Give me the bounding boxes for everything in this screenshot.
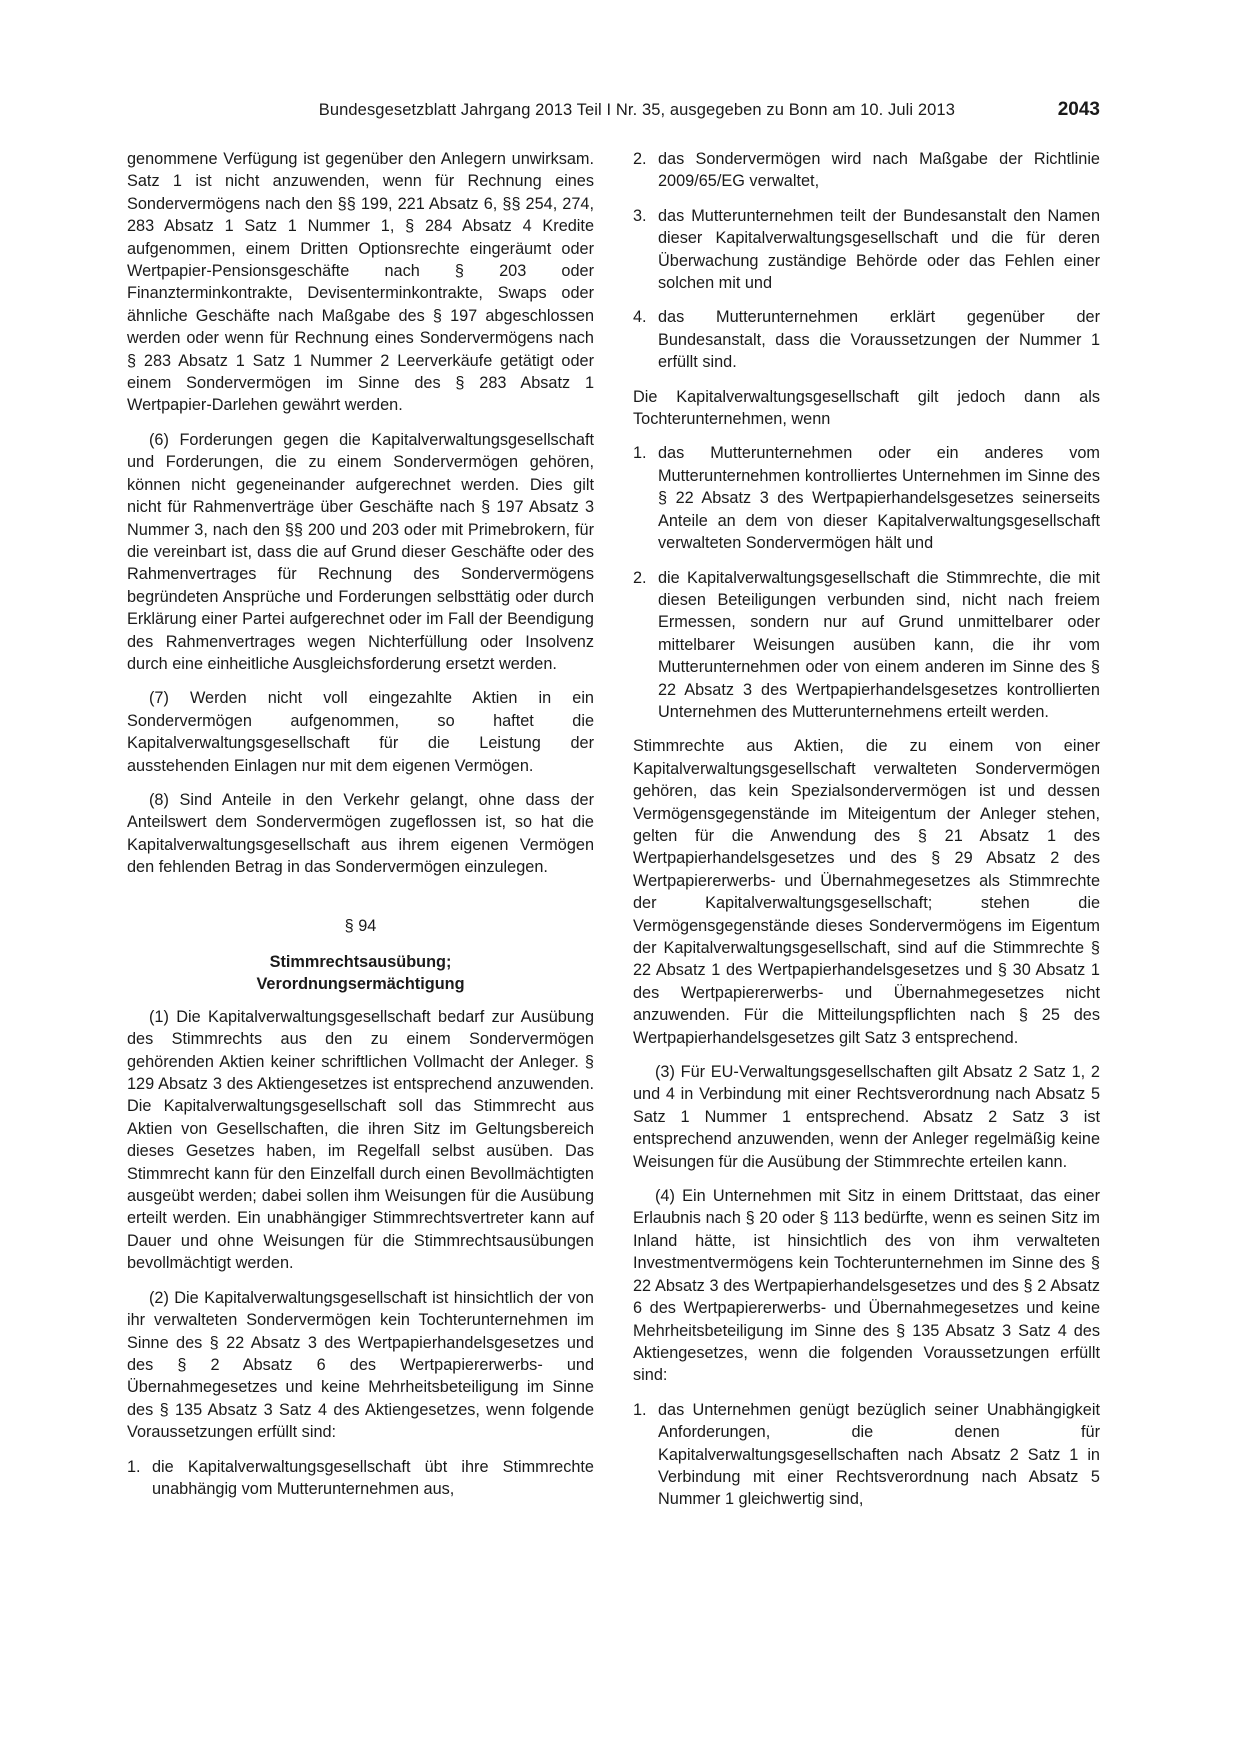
section-paragraph-2: (2) Die Kapitalverwaltungsgesellschaft ist hinsichtlich der von ihr verwalteten Sondervermögen kein Tochterunternehmen im Sinne des § 22 Absatz 3 des Wertpapierhandelsgesetzes und des § 2 Absatz 6 des Wertpapiererwerbs- und Übernahmegesetzes und keine Mehrheitsbeteiligung im Sinne des § 135 Absatz 3 Satz 4 des Aktiengesetzes, wenn folgende Voraussetzungen erfüllt sind: <box>127 1288 594 1442</box>
list-item-number: 2. <box>633 568 647 587</box>
list-item-text: das Sondervermögen wird nach Maßgabe der Richtlinie 2009/65/EG verwaltet, <box>658 150 1100 191</box>
list-item-number: 2. <box>633 150 647 168</box>
list-item <box>633 148 1100 193</box>
list-item-number: 1. <box>127 1457 141 1476</box>
right-column <box>633 148 1100 1523</box>
list-item-text: die Kapitalverwaltungsgesellschaft übt ihre Stimmrechte unabhängig vom Mutterunternehmen aus, <box>152 1457 594 1498</box>
list-item <box>127 1456 594 1501</box>
list-item-text: das Unternehmen genügt bezüglich seiner Unabhängigkeit Anforderungen, die denen für Kapitalverwaltungsgesellschaften nach Absatz 2 Satz 1 in Verbindung mit einer Rechtsverordnung nach Absatz 5 Nummer 1 gleichwertig sind, <box>658 1400 1100 1509</box>
paragraph-7: (7) Werden nicht voll eingezahlte Aktien in ein Sondervermögen aufgenommen, so haftet die Kapitalverwaltungsgesellschaft für die Leistung der ausstehenden Einlagen nur mit dem eigenen Vermögen. <box>127 689 594 775</box>
list-item-text: die Kapitalverwaltungsgesellschaft die Stimmrechte, die mit diesen Beteiligungen verbunden sind, nicht nach freiem Ermessen, sondern nur auf Grund unmittelbarer oder mittelbarer Weisungen ausüben kann, die ihr vom Mutterunternehmen oder von einem anderen im Sinne des § 22 Absatz 3 des Wertpapierhandelsgesetzes kontrollierten Unternehmen des Mutterunternehmens erteilt werden. <box>658 568 1100 721</box>
list-item-number: 1. <box>633 1400 647 1419</box>
list-item-text: das Mutterunternehmen erklärt gegenüber der Bundesanstalt, dass die Voraussetzungen der Nummer 1 erfüllt sind. <box>658 308 1100 372</box>
conditions-list-continued <box>633 148 1100 374</box>
section-number: § 94 <box>344 916 377 935</box>
section-title-line-2: Verordnungsermächtigung <box>256 975 465 994</box>
paragraph-6: (6) Forderungen gegen die Kapitalverwaltungsgesellschaft und Forderungen, die zu einem Sondervermögen gehören, können nicht gegeneinander aufgerechnet werden. Dies gilt nicht für Rahmenverträge über Geschäfte nach § 197 Absatz 3 Nummer 3, nach den §§ 200 und 203 oder mit Primebrokern, für die vereinbart ist, dass die auf Grund dieser Geschäfte oder des Rahmenvertrages für Rechnung des Sondervermögens begründeten Ansprüche und Forderungen selbsttätig oder durch Erklärung einer Partei aufgerechnet oder im Fall der Beendigung des Rahmenvertrages wegen Nichterfüllung oder Insolvenz durch eine einheitliche Ausgleichsforderung ersetzt werden. <box>127 430 594 673</box>
list-item-number: 4. <box>633 308 647 327</box>
running-title: Bundesgesetzblatt Jahrgang 2013 Teil I Nr. 35, ausgegeben zu Bonn am 10. Juli 2013 <box>318 101 955 119</box>
list-item <box>633 442 1100 554</box>
drittstaat-conditions-list <box>633 1399 1100 1511</box>
list-item <box>633 205 1100 295</box>
page-number: 2043 <box>1057 99 1100 120</box>
list-item <box>633 1399 1100 1511</box>
section-paragraph-4: (4) Ein Unternehmen mit Sitz in einem Drittstaat, das einer Erlaubnis nach § 20 oder § 113 bedürfte, wenn es seinen Sitz im Inland hätte, ist hinsichtlich des von ihm verwalteten Investmentvermögens kein Tochterunternehmen im Sinne des § 22 Absatz 3 des Wertpapierhandelsgesetzes und des § 2 Absatz 6 des Wertpapiererwerbs- und Übernahmegesetzes und keine Mehrheitsbeteiligung im Sinne des § 135 Absatz 3 Satz 4 des Aktiengesetzes, wenn die folgenden Voraussetzungen erfüllt sind: <box>633 1187 1100 1385</box>
list-item <box>633 306 1100 373</box>
paragraph-continued: genommene Verfügung ist gegenüber den Anlegern unwirksam. Satz 1 ist nicht anzuwenden, wenn für Rechnung eines Sondervermögens nach den §§ 199, 221 Absatz 6, §§ 254, 274, 283 Absatz 1 Satz 1 Nummer 1, § 284 Absatz 4 Kredite aufgenommen, einem Dritten Optionsrechte eingeräumt oder Wertpapier-Pensionsgeschäfte nach § 203 oder Finanzterminkontrakte, Devisenterminkontrakte, Swaps oder ähnliche Geschäfte nach Maßgabe des § 197 abgeschlossen werden oder wenn für Rechnung eines Sondervermögens nach § 283 Absatz 1 Satz 1 Nummer 2 Leerverkäufe getätigt oder einem Sondervermögen im Sinne des § 283 Absatz 1 Wertpapier-Darlehen gewährt werden. <box>127 150 594 415</box>
section-paragraph-1: (1) Die Kapitalverwaltungsgesellschaft bedarf zur Ausübung des Stimmrechts aus den zu einem Sondervermögen gehörenden Aktien keiner schriftlichen Vollmacht der Anleger. § 129 Absatz 3 des Aktiengesetzes ist entsprechend anzuwenden. Die Kapitalverwaltungsgesellschaft soll das Stimmrecht aus Aktien von Gesellschaften, die ihren Sitz im Geltungsbereich dieses Gesetzes haben, im Regelfall selbst ausüben. Das Stimmrecht kann für den Einzelfall durch einen Bevollmächtigten ausgeübt werden; dabei sollen ihm Weisungen für die Ausübung erteilt werden. Ein unabhängiger Stimmrechtsvertreter kann auf Dauer und ohne Weisungen für die Stimmrechtsausübungen bevollmächtigt werden. <box>127 1007 594 1273</box>
list-item-number: 3. <box>633 206 647 225</box>
paragraph-tochter: Die Kapitalverwaltungsgesellschaft gilt jedoch dann als Tochterunternehmen, wenn <box>633 387 1100 429</box>
paragraph-8: (8) Sind Anteile in den Verkehr gelangt, ohne dass der Anteilswert dem Sondervermögen zugeflossen ist, so hat die Kapitalverwaltungsgesellschaft aus ihrem eigenen Vermögen den fehlenden Betrag in das Sondervermögen einzulegen. <box>127 790 594 877</box>
section-paragraph-3: (3) Für EU-Verwaltungsgesellschaften gilt Absatz 2 Satz 1, 2 und 4 in Verbindung mit einer Rechtsverordnung nach Absatz 5 Satz 1 Nummer 1 entsprechend. Absatz 2 Satz 3 ist entsprechend anzuwenden, wenn der Anleger regelmäßig keine Weisungen für die Ausübung der Stimmrechte erteilen kann. <box>633 1063 1100 1171</box>
list-item <box>633 567 1100 724</box>
section-title-line-1: Stimmrechtsausübung; <box>269 953 452 971</box>
list-item-text: das Mutterunternehmen teilt der Bundesanstalt den Namen dieser Kapitalverwaltungsgesellschaft und die für deren Überwachung zuständige Behörde oder das Fehlen einer solchen mit und <box>658 206 1100 293</box>
tochter-conditions-list <box>633 442 1100 723</box>
paragraph-stimmrechte: Stimmrechte aus Aktien, die zu einem von einer Kapitalverwaltungsgesellschaft verwalteten Sondervermögen gehören, das kein Spezialsondervermögen ist und dessen Vermögensgegenstände im Miteigentum der Anleger stehen, gelten für die Anwendung des § 21 Absatz 1 des Wertpapierhandelsgesetzes und des § 29 Absatz 2 des Wertpapiererwerbs- und Übernahmegesetzes als Stimmrechte der Kapitalverwaltungsgesellschaft; stehen die Vermögensgegenstände dieses Sondervermögens im Eigentum der Kapitalverwaltungsgesellschaft, sind auf die Stimmrechte § 22 Absatz 1 des Wertpapierhandelsgesetzes und § 30 Absatz 1 des Wertpapiererwerbs- und Übernahmegesetzes nicht anzuwenden. Für die Mitteilungspflichten nach § 25 des Wertpapierhandelsgesetzes gilt Satz 3 entsprechend. <box>633 737 1100 1047</box>
list-item-text: das Mutterunternehmen oder ein anderes vom Mutterunternehmen kontrolliertes Unternehmen im Sinne des § 22 Absatz 3 des Wertpapierhandelsgesetzes seinerseits Anteile an dem von dieser Kapitalverwaltungsgesellschaft verwalteten Sondervermögen hält und <box>658 444 1100 553</box>
running-header <box>127 101 1100 125</box>
conditions-list-start <box>127 1456 594 1501</box>
list-item-number: 1. <box>633 444 647 463</box>
section-title <box>127 951 594 996</box>
left-column <box>127 148 594 1512</box>
